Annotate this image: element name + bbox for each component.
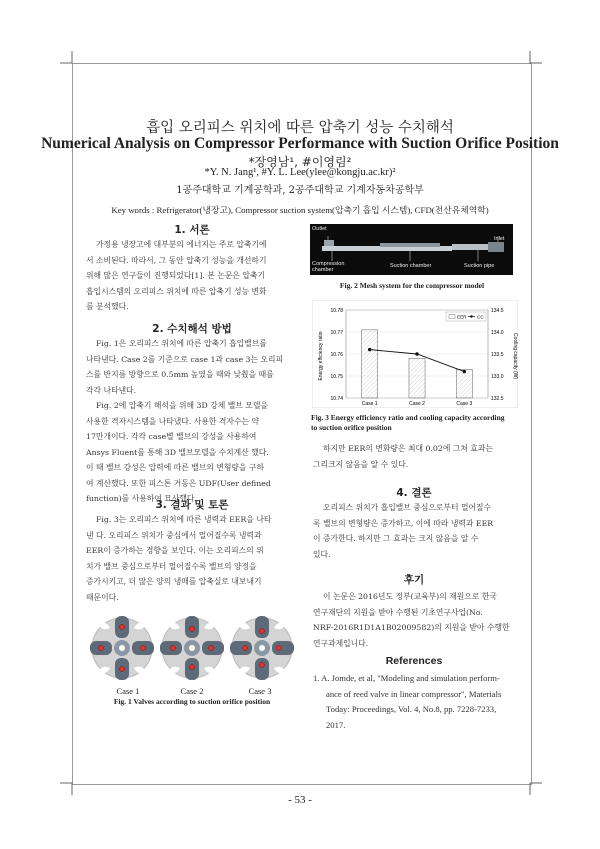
x-tick-label: Case 3: [456, 401, 473, 407]
text-line: 연구재단의 지원을 받아 수행된 기초연구사업(No.: [313, 607, 483, 617]
text-line: 때문이다.: [86, 592, 119, 602]
text-line: 각각 나타낸다.: [86, 385, 137, 395]
text-line: 흡입시스템의 오리피스 위치에 따른 압축기 성능 변화: [86, 286, 267, 296]
fig2-label-inlet: Inlet: [494, 236, 505, 242]
fig2-label-compression-chamber: [312, 261, 344, 273]
reference-line: 2017.: [326, 719, 346, 730]
keywords: Key words : Refrigerator(냉장고), Compressor suction system(압축기 흡입 시스템), CFD(전산유체역학): [111, 205, 489, 215]
text-line: 를 분석했다.: [86, 302, 129, 311]
section-heading-analysis: 2. 수치해석 방법: [152, 323, 232, 335]
text-line: 그리크지 않음을 알 수 있다.: [313, 459, 409, 469]
fig3-chart: [312, 300, 518, 408]
fig2-mesh-image: [310, 224, 513, 275]
text-line: 낸 다. 오리피스 위치가 중심에서 멀어질수록 냉력과: [86, 530, 262, 540]
fig1-caption: Fig. 1 Valves according to suction orifice position: [113, 697, 271, 706]
legend-swatch-eer: [449, 315, 455, 319]
legend-marker-cc: [470, 315, 472, 317]
results-body: [86, 512, 292, 605]
text-line: 서 소비된다. 따라서, 그 동안 압축기 성능을 개선하기: [86, 255, 267, 265]
text-line: 있다.: [313, 549, 331, 559]
section-heading-results: 3. 결과 및 토론: [155, 499, 229, 511]
text-line: 이 때 밸브 강성은 압력에 따른 밸브의 변형량을 구하: [86, 463, 264, 472]
legend-label-eer: EER: [457, 314, 467, 320]
reference-line: ance of reed valve in linear compressor", Materials: [326, 688, 502, 699]
title-korean: 흡입 오리피스 위치에 따른 압축기 성능 수치해석: [146, 120, 454, 136]
text-line: 오리피스 위치가 흡입밸브 중심으로부터 멀어질수: [323, 503, 492, 512]
y2-tick-label: 134.5: [491, 307, 504, 314]
right-para: [313, 441, 519, 472]
text-line: 증가시키고, 더 많은 양의 냉매를 압축실로 내보내기: [86, 577, 262, 586]
text-line: 이 논문은 2016년도 정부(교육부)의 재원으로 한국: [323, 592, 497, 601]
legend-label-cc: CC: [477, 314, 484, 320]
x-tick-label: Case 1: [361, 401, 378, 407]
ack-body: [313, 589, 519, 651]
text-line: 위해 많은 연구들이 진행되었다[1]. 본 논문은 압축기: [86, 271, 266, 280]
affiliations: 1공주대학교 기계공학과, 2공주대학교 기계자동차공학부: [176, 185, 424, 196]
text-line: 여 계산했다. 또한 피스톤 거동은 UDF(User defined: [86, 478, 271, 488]
y-tick-label: 10.77: [330, 329, 343, 336]
authors-korean: *장영남¹, #이영림²: [248, 155, 352, 169]
analysis-body: [86, 336, 292, 507]
chart-ylabel: Energy efficiency ratio: [318, 331, 324, 381]
text-line: 하지만 EER의 변화량은 최대 0.02에 그쳐 효과는: [323, 444, 493, 453]
bar-eer: [362, 330, 378, 398]
text-line: Fig. 3는 오리피스 위치에 따른 냉력과 EER을 나타: [96, 515, 272, 524]
bar-eer: [409, 358, 425, 398]
y2-tick-label: 133.5: [491, 351, 504, 358]
text-line: Fig. 2에 압축기 해석을 위해 3D 강체 밸브 모델을: [96, 401, 268, 410]
fig1-label-case2: Case 2: [180, 686, 204, 696]
fig2-label-suction-chamber: Suction chamber: [390, 263, 432, 269]
section-heading-references: References: [385, 655, 443, 667]
page-number: - 53 -: [288, 794, 312, 806]
text-line: 록 밸브의 변형량은 증가하고, 이에 따라 냉력과 EER: [313, 518, 494, 528]
y-tick-label: 10.76: [330, 351, 343, 358]
fig3-caption-line2: to suction orifice position: [311, 423, 392, 432]
y2-tick-label: 134.0: [491, 329, 504, 336]
y-tick-label: 10.78: [330, 307, 343, 314]
x-tick-label: Case 2: [409, 401, 425, 407]
intro-body: [86, 237, 292, 315]
text-line: NRF-2016R1D1A1B02009582)의 지원을 받아 수행한: [313, 623, 510, 632]
fig2-label-chamber: chamber: [312, 267, 334, 273]
y2-tick-label: 132.5: [491, 395, 504, 402]
text-line: 사용한 격자시스템을 나타냈다. 사용한 격자수는 약: [86, 416, 260, 426]
crop-mark-top-right: [528, 51, 542, 65]
text-line: Fig. 1은 오리피스 위치에 따른 압축기 흡입밸브를: [96, 339, 267, 348]
text-line: 이 증가한다. 하지만 그 효과는 크지 않음을 알 수: [313, 534, 479, 543]
crop-mark-bottom-right: [528, 781, 542, 795]
fig1-valve-images: [86, 608, 298, 688]
point-cc: [415, 352, 418, 355]
text-line: 치가 밸브 중심으로부터 멀어질수록 밸브의 양정을: [86, 561, 257, 571]
fig3-caption: [311, 413, 523, 433]
section-heading-intro: 1. 서론: [174, 224, 210, 236]
references-body: [313, 671, 523, 733]
point-cc: [368, 348, 371, 351]
text-line: 연구과제입니다.: [313, 638, 369, 648]
conclusion-body: [313, 500, 519, 562]
fig2-caption: Fig. 2 Mesh system for the compressor model: [339, 281, 485, 290]
y-tick-label: 10.74: [330, 395, 343, 402]
section-heading-ack: 후기: [403, 574, 425, 586]
text-line: Ansys Fluent를 통해 3D 밸브모델을 수치계산 했다.: [86, 447, 269, 457]
title-english: Numerical Analysis on Compressor Performance with Suction Orifice Position: [41, 135, 559, 152]
fig3-caption-line1: Fig. 3 Energy efficiency ratio and cooling capacity according: [311, 413, 505, 422]
text-line: 17만개이다. 각각 case별 밸브의 강성을 사용하여: [86, 432, 257, 441]
y-tick-label: 10.75: [330, 373, 343, 380]
chart-y2label: Cooling capacity (W): [512, 332, 518, 380]
y2-tick-label: 133.0: [491, 373, 504, 380]
text-line: EER이 증가하는 경향을 보인다. 이는 오리피스의 위: [86, 546, 264, 555]
text-line: 가정용 냉장고에 대부분의 에너지는 주로 압축기에: [96, 240, 267, 249]
fig1-label-case1: Case 1: [116, 686, 140, 696]
fig2-label-outlet: Outlet: [312, 226, 327, 232]
fig1-label-case3: Case 3: [248, 686, 272, 696]
text-line: 스를 반지름 방향으로 0.5mm 높였을 때와 낮췄을 때를: [86, 370, 274, 379]
fig2-label-compression: Compression: [312, 261, 345, 267]
text-line: 나타낸다. Case 2를 기준으로 case 1과 case 3는 오리피: [86, 354, 284, 364]
fig2-label-suction-pipe: Suction pipe: [464, 263, 495, 269]
crop-mark-bottom-left: [60, 781, 74, 795]
point-cc: [463, 370, 466, 373]
section-heading-conclusion: 4. 결론: [396, 487, 432, 499]
reference-line: 1. A. Jomde, et al, "Modeling and simulation perform-: [313, 673, 500, 683]
text-line: function)를 사용하여 묘사했다.: [86, 494, 197, 503]
crop-mark-top-left: [60, 51, 74, 65]
authors-english: *Y. N. Jang¹, #Y. L. Lee(ylee@kongju.ac.kr)²: [204, 167, 396, 178]
reference-line: Today: Proceedings, Vol. 4, No.8, pp. 7228-7233,: [326, 704, 497, 714]
bar-eer: [456, 369, 472, 398]
